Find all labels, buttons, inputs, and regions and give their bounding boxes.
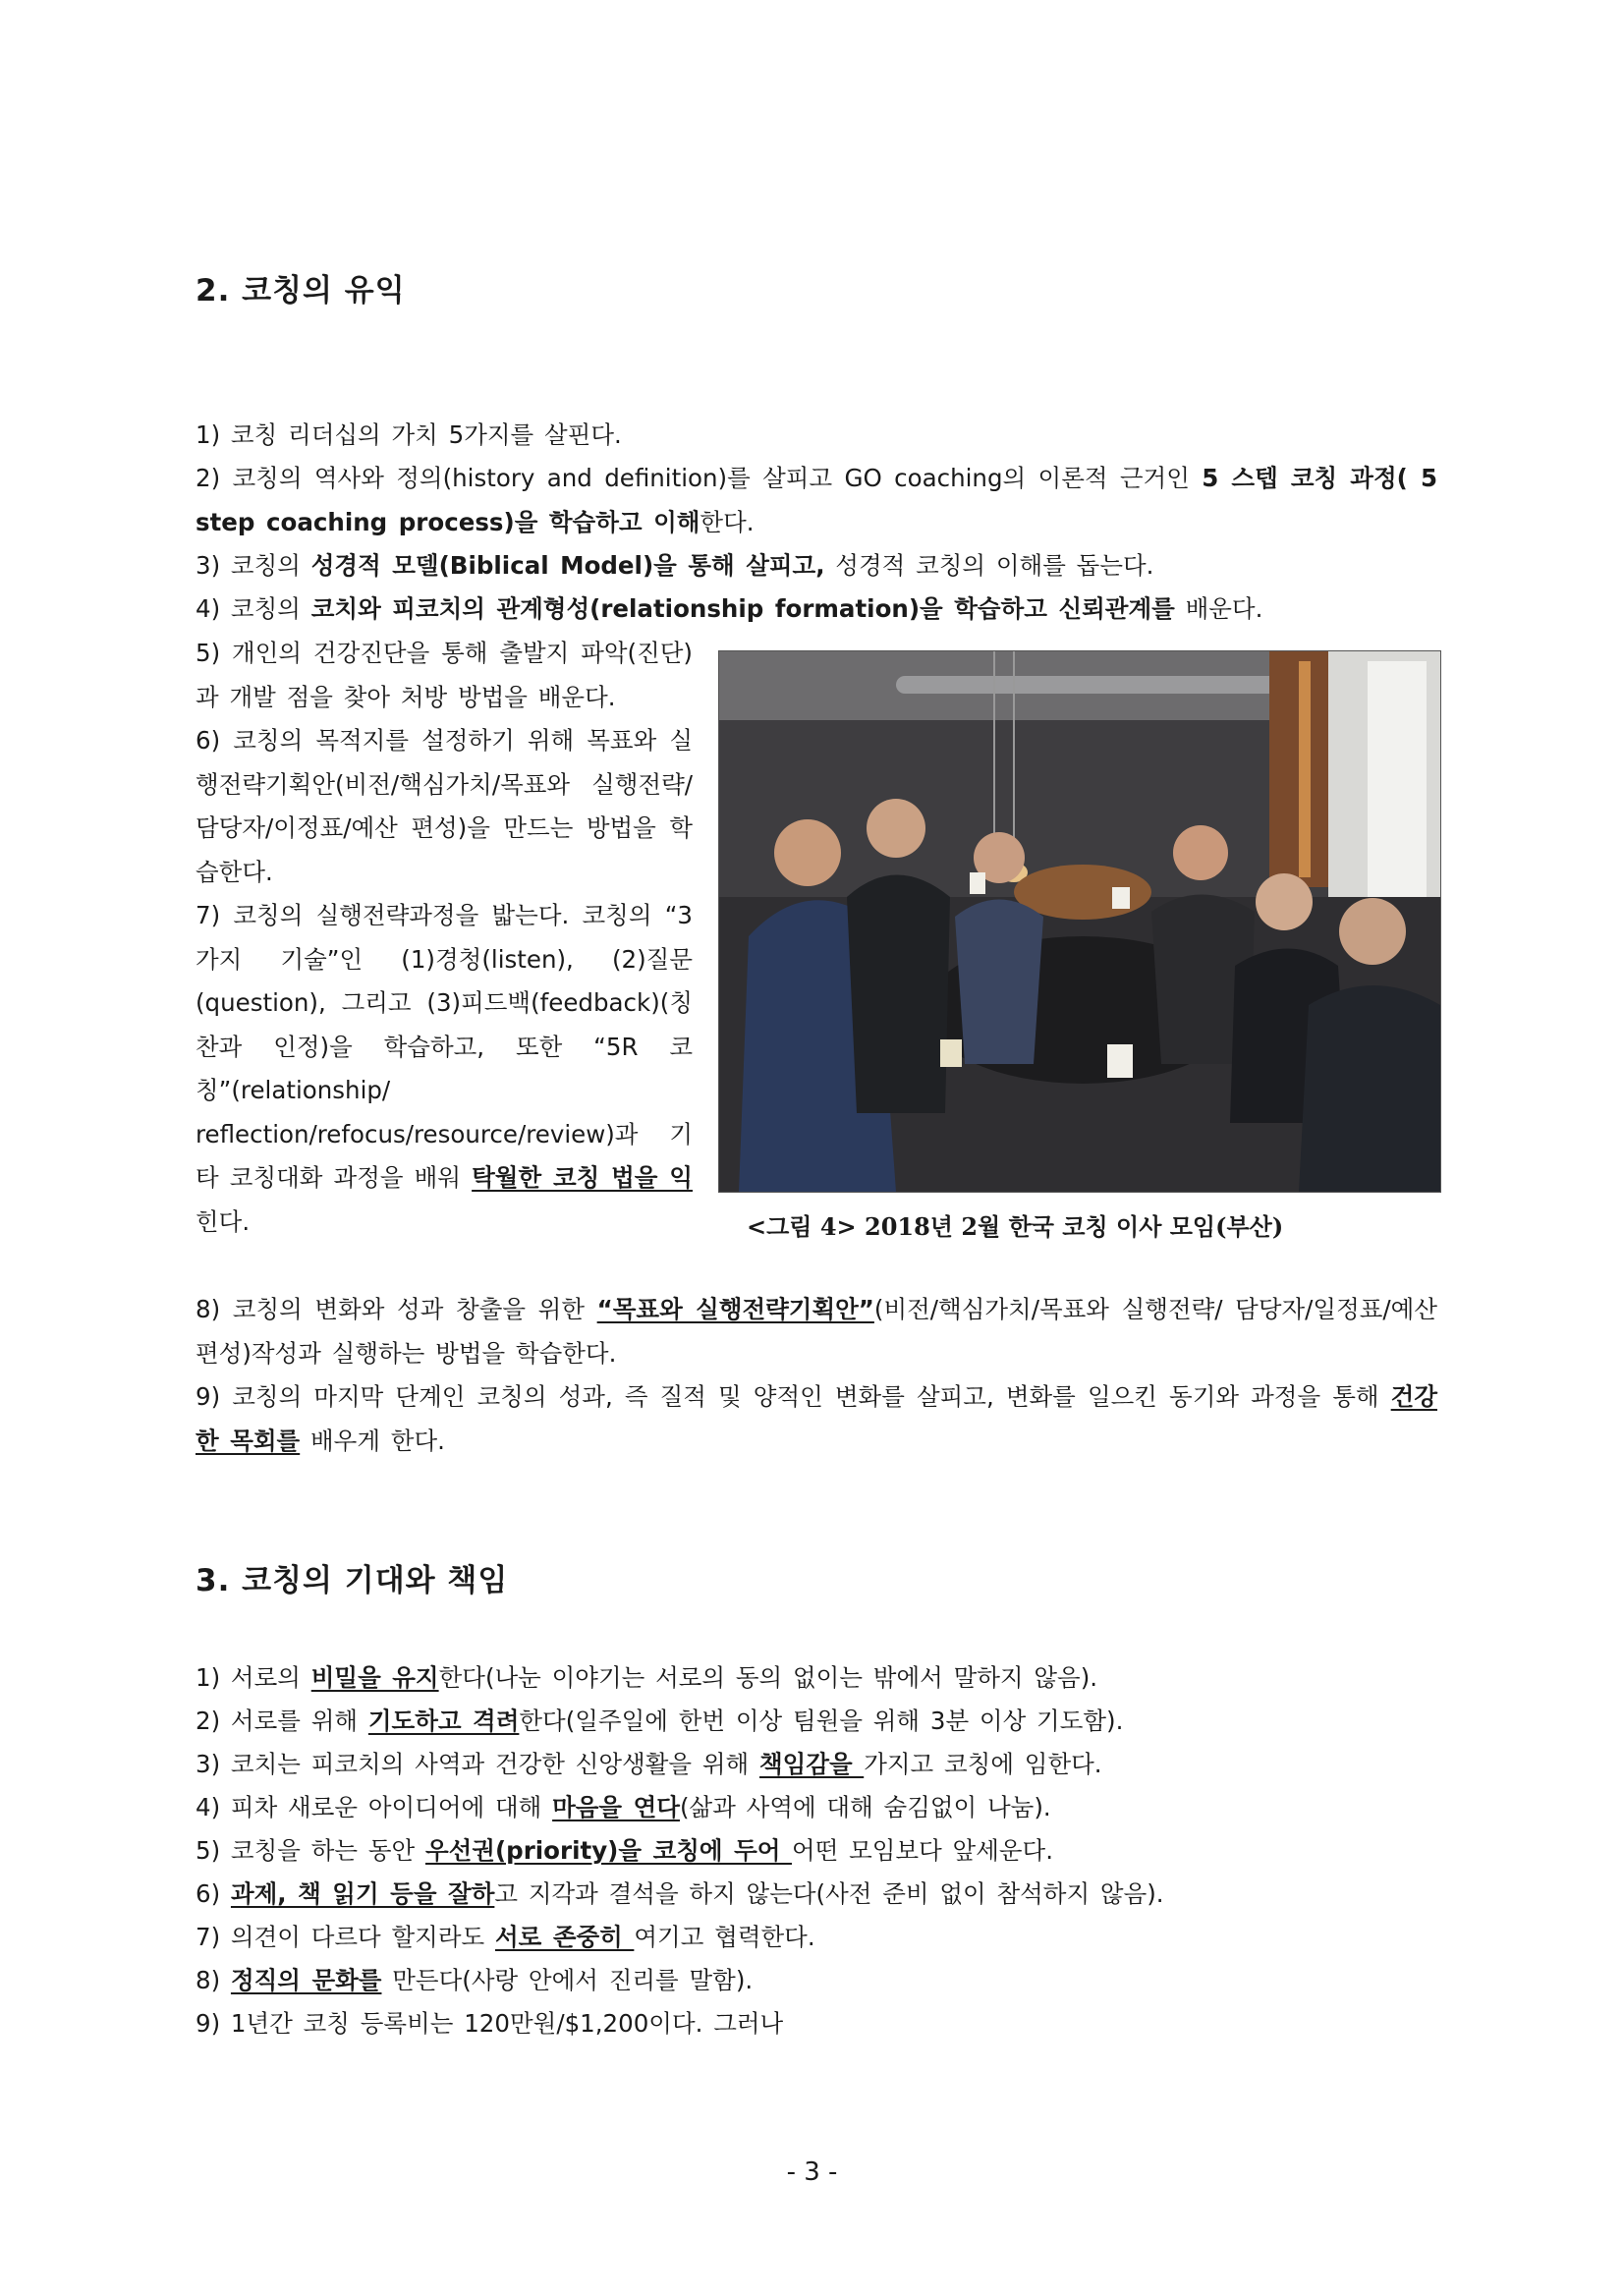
responsibility-item-5: 5) 코칭을 하는 동안 우선권(priority)을 코칭에 두어 어떤 모임보다 앞세운다. [196,1836,1054,1865]
benefit-item-9: 9) 코칭의 마지막 단계인 코칭의 성과, 즉 질적 및 양적인 변화를 살피고, 변화를 일으킨 동기와 과정을 통해 건강한 목회를 배우게 한다. [196,1382,1437,1455]
benefit-item-3: 3) 코칭의 성경적 모델(Biblical Model)을 통해 살피고, 성경적 코칭의 이해를 돕는다. [196,551,1154,580]
page-number: - 3 - [786,2157,838,2187]
section-3-heading: 3. 코칭의 기대와 책임 [196,1563,509,1598]
benefit-item-8: 8) 코칭의 변화와 성과 창출을 위한 “목표와 실행전략기획안”(비전/핵심가치/목표와 실행전략/ 담당자/일정표/예산 편성)작성과 실행하는 방법을 학습한다. [196,1295,1437,1368]
photo-illustration [719,651,1440,1192]
responsibility-item-9: 9) 1년간 코칭 등록비는 120만원/$1,200이다. 그러나 [196,2009,784,2038]
benefit-item-2: 2) 코칭의 역사와 정의(history and definition)를 살피고 GO coaching의 이론적 근거인 5 스텝 코칭 과정( 5 step coaching process)을 학습하고 이해한다. [196,464,1437,536]
photo-caption: <그림 4> 2018년 2월 한국 코칭 이사 모임(부산) [747,1212,1284,1241]
responsibility-item-3: 3) 코치는 피코치의 사역과 건강한 신앙생활을 위해 책임감을 가지고 코칭에 임한다. [196,1750,1102,1778]
benefit-item-1: 1) 코칭 리더십의 가치 5가지를 살핀다. [196,420,622,449]
responsibility-item-6: 6) 과제, 책 읽기 등을 잘하고 지각과 결석을 하지 않는다(사전 준비 없이 참석하지 않음). [196,1879,1164,1908]
benefit-item-6: 6) 코칭의 목적지를 설정하기 위해 목표와 실행전략기획안(비전/핵심가치/목표와 실행전략/ 담당자/이정표/예산 편성)을 만드는 방법을 학습한다. [196,726,693,886]
benefit-item-4: 4) 코칭의 코치와 피코치의 관계형성(relationship formation)을 학습하고 신뢰관계를 배운다. [196,594,1263,623]
responsibility-item-8: 8) 정직의 문화를 만든다(사랑 안에서 진리를 말함). [196,1966,754,1994]
responsibility-item-7: 7) 의견이 다르다 할지라도 서로 존중히 여기고 협력한다. [196,1923,815,1951]
benefit-items-5-7 [196,632,693,1244]
benefit-item-5: 5) 개인의 건강진단을 통해 출발지 파악(진단)과 개발 점을 찾아 처방 방법을 배운다. [196,639,693,711]
section-2-heading: 2. 코칭의 유익 [196,273,406,308]
coaching-meeting-photo [718,650,1441,1193]
responsibility-item-2: 2) 서로를 위해 기도하고 격려한다(일주일에 한번 이상 팀원을 위해 3분 이상 기도함). [196,1707,1124,1735]
responsibility-item-4: 4) 피차 새로운 아이디어에 대해 마음을 연다(삶과 사역에 대해 숨김없이 나눔). [196,1793,1051,1821]
responsibility-item-1: 1) 서로의 비밀을 유지한다(나눈 이야기는 서로의 동의 없이는 밖에서 말하지 않음). [196,1663,1098,1692]
benefit-item-7: 7) 코칭의 실행전략과정을 밟는다. 코칭의 “3가지 기술”인 (1)경청(listen), (2)질문(question), 그리고 (3)피드백(feedback)(칭찬과 인정)을 학습하고, 또한 “5R 코칭”(relationship/ reflection/refocus/resource/review)과 기타 코칭대화 과정을 배워 탁월한 코칭 법을 익힌다. [196,901,693,1236]
